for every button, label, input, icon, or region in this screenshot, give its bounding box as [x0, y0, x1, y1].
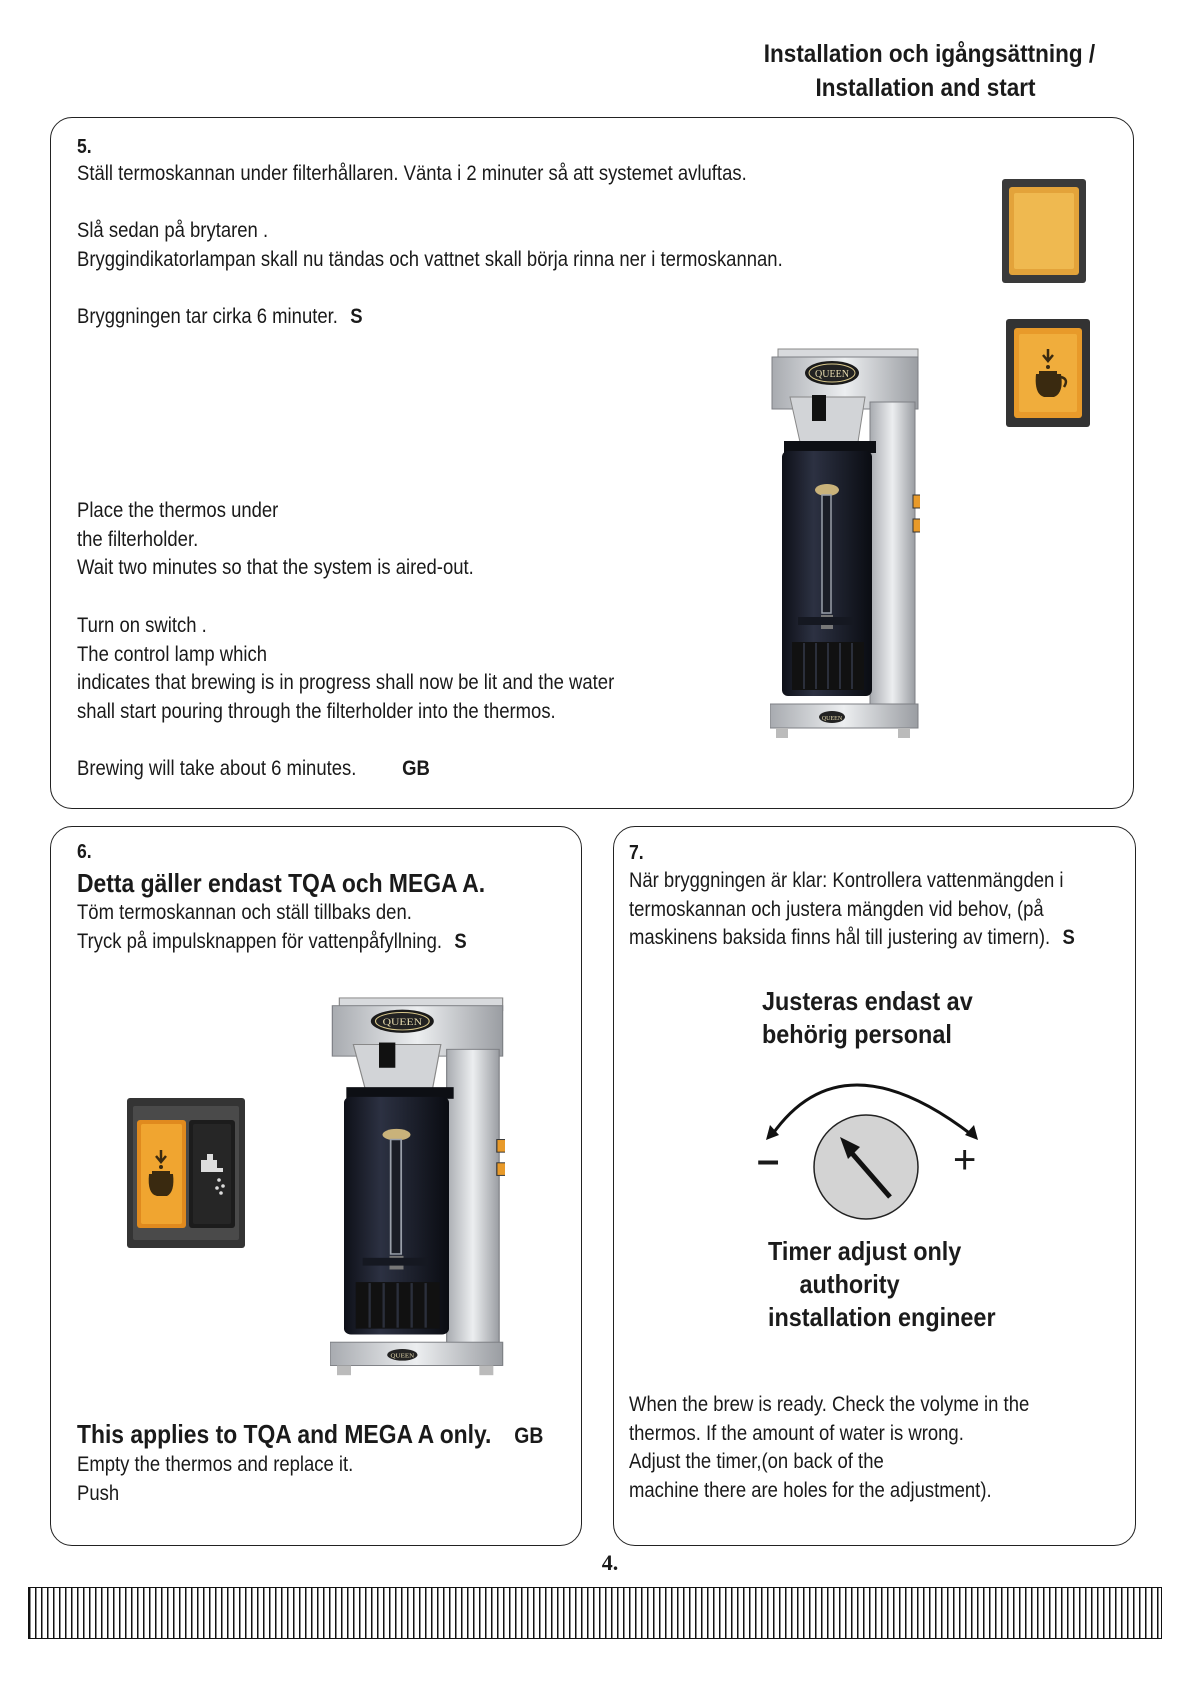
minus-sign: – — [757, 1138, 780, 1182]
text-line: The control lamp which — [77, 642, 268, 666]
text-line: När bryggningen är klar: Kontrollera vattenmängden i — [629, 869, 1064, 892]
text-line: Bryggindikatorlampan skall nu tändas och vattnet skall börja rinna ner i termoskannan. — [77, 248, 783, 272]
timer-adjust-note — [768, 1235, 996, 1334]
text-line: Brewing will take about 6 minutes. — [77, 757, 357, 781]
authorized-personnel-note — [762, 985, 973, 1051]
impulse-switch-icon — [127, 1098, 245, 1248]
text-line — [77, 275, 783, 304]
text-line: authority — [799, 1269, 900, 1299]
text-line: the filterholder. — [77, 527, 199, 551]
coffee-machine-illustration — [330, 996, 505, 1381]
machine-logo-small: QUEEN — [390, 1353, 415, 1360]
machine-logo-small: QUEEN — [821, 716, 843, 722]
step-7-english-text — [629, 1391, 1029, 1506]
machine-logo: QUEEN — [382, 1016, 423, 1028]
text-line: Slå sedan på brytaren . — [77, 219, 269, 243]
language-tag-gb: GB — [514, 1423, 544, 1448]
text-line: Ställ termoskannan under filterhållaren. Vänta i 2 minuter så att systemet avluftas. — [77, 162, 747, 185]
text-line: Timer adjust only — [768, 1236, 962, 1266]
text-line: termoskannan och justera mängden vid behov, (på — [629, 897, 1044, 921]
step-5-swedish-text — [77, 160, 783, 332]
text-line: maskinens baksida finns hål till justering av timern). — [629, 926, 1051, 950]
step-7-swedish-text — [629, 867, 1075, 953]
text-line: thermos. If the amount of water is wrong. — [629, 1421, 964, 1445]
step-7-number: 7. — [629, 842, 644, 864]
step-5-english-text — [77, 497, 614, 784]
language-tag-s: S — [454, 929, 467, 953]
text-line: Adjust the timer,(on back of the — [629, 1450, 884, 1474]
step-5-number: 5. — [77, 136, 92, 158]
language-tag-s: S — [350, 305, 363, 329]
language-tag-gb: GB — [402, 757, 430, 781]
machine-logo: QUEEN — [815, 369, 849, 380]
footer-barcode-strip — [28, 1587, 1162, 1639]
text-line: Wait two minutes so that the system is aired-out. — [77, 556, 474, 580]
step-6-swedish-title: Detta gäller endast TQA och MEGA A. — [77, 868, 486, 898]
text-line — [77, 727, 614, 756]
text-line: When the brew is ready. Check the volyme in the — [629, 1393, 1030, 1416]
text-line: Place the thermos under — [77, 499, 279, 522]
page-header-line1: Installation och igångsättning / — [763, 40, 1095, 68]
text-line: indicates that brewing is in progress shall now be lit and the water — [77, 671, 615, 695]
text-line: Tryck på impulsknappen för vattenpåfyllning. — [77, 929, 443, 953]
step-6-english-title: This applies to TQA and MEGA A only. — [77, 1419, 492, 1449]
text-line — [77, 583, 614, 612]
page-header-line2: Installation and start — [814, 74, 1035, 102]
text-line: Töm termoskannan och ställ tillbaks den. — [77, 901, 412, 924]
step-6-swedish-text — [77, 899, 467, 956]
text-line: Justeras endast av — [762, 986, 973, 1016]
page-number: 4. — [601, 1550, 619, 1575]
text-line — [77, 189, 783, 218]
text-line: installation engineer — [768, 1302, 996, 1332]
text-line: Empty the thermos and replace it. — [77, 1453, 354, 1476]
plus-sign: + — [953, 1138, 977, 1182]
coffee-machine-illustration — [770, 347, 920, 744]
text-line: machine there are holes for the adjustment). — [629, 1479, 992, 1503]
text-line: behörig personal — [762, 1019, 952, 1049]
step-6-english-text — [77, 1451, 353, 1508]
text-line: shall start pouring through the filterholder into the thermos. — [77, 699, 556, 723]
brew-indicator-lamp-icon — [1006, 319, 1090, 427]
step-6-english-title-row — [77, 1418, 543, 1452]
text-line: Bryggningen tar cirka 6 minuter. — [77, 305, 338, 329]
step-6-number: 6. — [77, 841, 92, 863]
power-switch-lamp-icon — [1002, 179, 1086, 283]
language-tag-s: S — [1062, 926, 1075, 950]
text-line: Push — [77, 1481, 120, 1505]
text-line: Turn on switch . — [77, 613, 207, 637]
